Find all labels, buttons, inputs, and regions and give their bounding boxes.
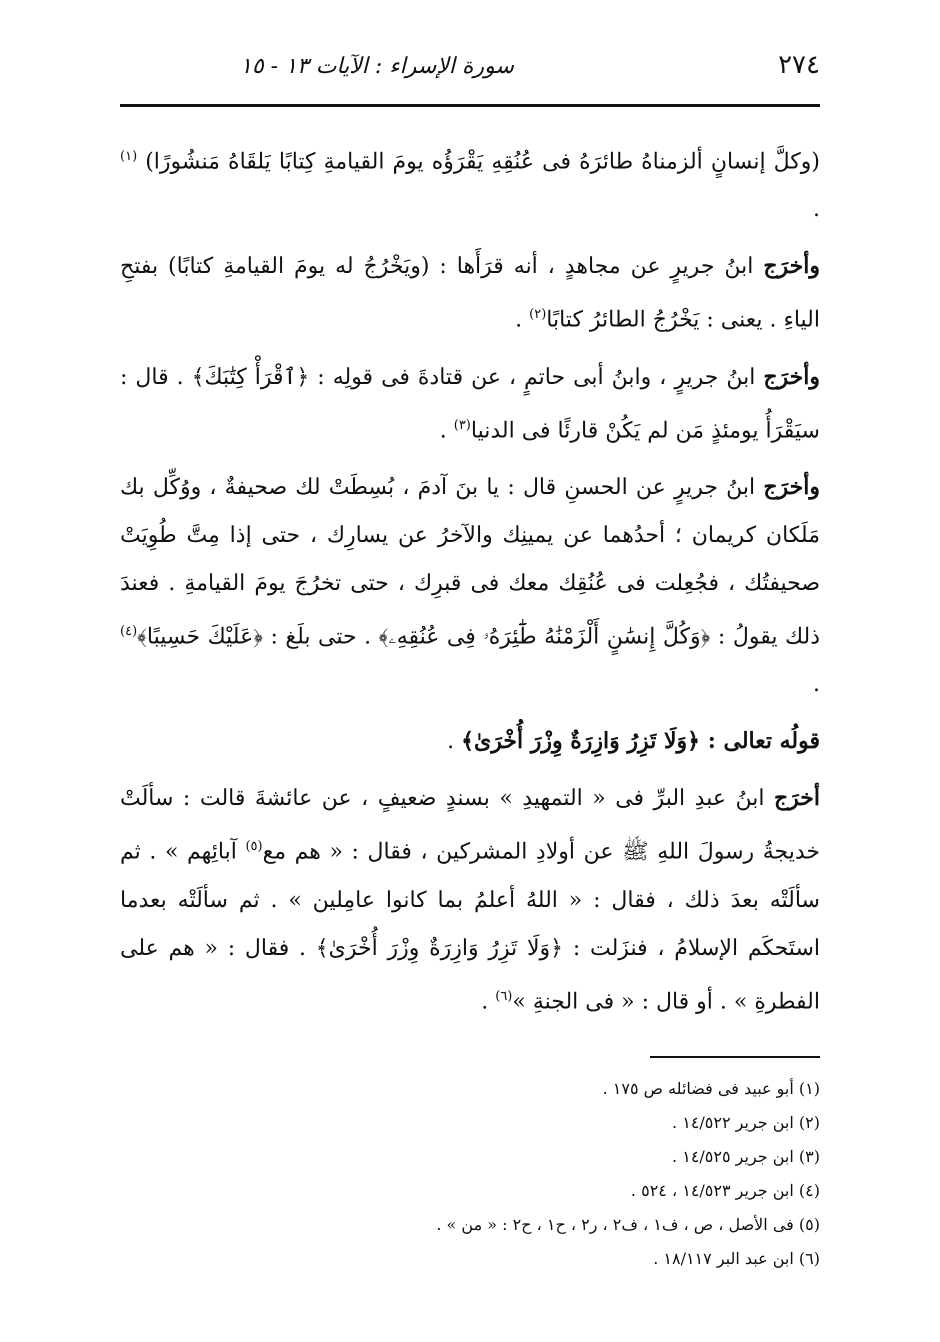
footnote: (٣) ابن جرير ١٤/٥٢٥ . bbox=[672, 1146, 820, 1166]
paragraph-1 bbox=[120, 133, 820, 234]
paragraph-text: ابنُ جريرٍ ، وابنُ أبى حاتمٍ ، عن قتادةَ فى قولِه : ﴿ٱقْرَأْ كِتَٰبَكَ﴾ . قال : سيَقْرَأُ يومئذٍ مَن لم يَكُنْ قارئًا فى الدنيا bbox=[120, 364, 820, 443]
paragraph-text: (وكلَّ إنسانٍ ألزمناهُ طائرَهُ فى عُنُقِهِ يَقْرَؤُه يومَ القيامةِ كِتابًا يَلقَاهُ مَنشُورًا) bbox=[137, 149, 820, 175]
paragraph-4 bbox=[120, 463, 820, 709]
paragraph-tail: . bbox=[481, 988, 496, 1014]
paragraph-3 bbox=[120, 353, 820, 455]
paragraph-tail: . bbox=[515, 307, 530, 333]
footnote-rule bbox=[650, 1056, 820, 1058]
paragraph-text: ابنُ جريرٍ عن الحسنِ قال : يا بنَ آدمَ ، بُسِطَتْ لك صحيفةٌ ، ووُكِّل بك مَلَكان كريمان ؛ أحدُهما عن يمينِك والآخرُ عن يسارِك ، حتى إذا مِتَّ طُوِيَتْ صحيفتُك ، فجُعِلت فى عُنُقِك معك فى قبرِك ، حتى تخرُجَ يومَ القيامةِ . فعندَ ذلك يقولُ : ﴿وَكُلَّ إِنسَٰنٍ أَلْزَمْنَٰهُ طَٰٓئِرَهُۥ فِى عُنُقِهِۦ﴾ . حتى بلَغ : ﴿عَلَيْكَ حَسِيبًا﴾ bbox=[120, 474, 820, 650]
paragraph-tail: آبائِهم » . ثم سألَتْه بعدَ ذلك ، فقال : « اللهُ أعلمُ بما كانوا عامِلين » . ثم سألَتْه بعدما استَحكَم الإسلامُ ، فنزَلت : ﴿وَلَا تَزِرُ وَازِرَةٌ وِزْرَ أُخْرَىٰ﴾ . فقال : « هم على الفطرةِ » . أو قال : « فى الجنةِ » bbox=[120, 839, 820, 1014]
paragraph-tail: . bbox=[813, 672, 820, 698]
footnote: (٤) ابن جرير ١٤/٥٢٣ ، ٥٢٤ . bbox=[630, 1180, 820, 1200]
footnotes bbox=[120, 1072, 820, 1276]
footnote-ref: (١) bbox=[120, 149, 138, 164]
paragraph-tail: . bbox=[439, 417, 454, 443]
verse-heading-text: قولُه تعالى : ﴿وَلَا تَزِرُ وَازِرَةٌ وِزْرَ أُخْرَىٰ﴾ bbox=[461, 728, 820, 755]
paragraph-text: ابنُ عبدِ البرِّ فى « التمهيدِ » بسندٍ ضعيفٍ ، عن عائشةَ قالت : سألَتْ خديجةُ رسولَ اللهِ ﷺ عن أولادِ المشركين ، فقال : « هم مع bbox=[120, 786, 820, 865]
footnote-ref: (٣) bbox=[453, 417, 471, 433]
footnote-ref: (٦) bbox=[495, 988, 513, 1004]
paragraph-lead: أخرَج bbox=[773, 785, 820, 812]
paragraph-text: ابنُ جريرٍ عن مجاهدٍ ، أنه قرَأَها : (ويَخْرُجُ له يومَ القيامةِ كتابًا) بفتحِ الياءِ . يعنى : يَخْرُجُ الطائرُ كتابًا bbox=[120, 254, 820, 333]
page-number: ٢٧٤ bbox=[778, 50, 820, 80]
footnote: (٥) فى الأصل ، ص ، ف١ ، ف٢ ، ر٢ ، ح١ ، ح٢ : « من » . bbox=[436, 1214, 820, 1234]
header-rule bbox=[120, 104, 820, 107]
paragraph-lead: وأخرَج bbox=[763, 363, 820, 390]
running-title: سورة الإسراء : الآيات ١٣ - ١٥ bbox=[240, 54, 514, 79]
paragraph-lead: وأخرَج bbox=[763, 253, 820, 280]
paragraph-2 bbox=[120, 242, 820, 344]
footnote: (٦) ابن عبد البر ١٨/١١٧ . bbox=[653, 1248, 820, 1268]
book-page bbox=[120, 50, 820, 1276]
paragraph-tail: . bbox=[813, 197, 820, 223]
page-header bbox=[120, 50, 820, 100]
paragraph-text: . bbox=[447, 729, 462, 755]
paragraph-5 bbox=[120, 774, 820, 1026]
paragraph-lead: وأخرَج bbox=[763, 473, 820, 500]
verse-heading bbox=[120, 717, 820, 766]
footnote: (١) أبو عبيد فى فضائله ص ١٧٥ . bbox=[602, 1078, 820, 1098]
footnote: (٢) ابن جرير ١٤/٥٢٢ . bbox=[672, 1112, 820, 1132]
footnote-ref: (٤) bbox=[120, 623, 138, 639]
footnote-ref: (٢) bbox=[529, 307, 547, 323]
footnote-ref: (٥) bbox=[245, 839, 263, 855]
